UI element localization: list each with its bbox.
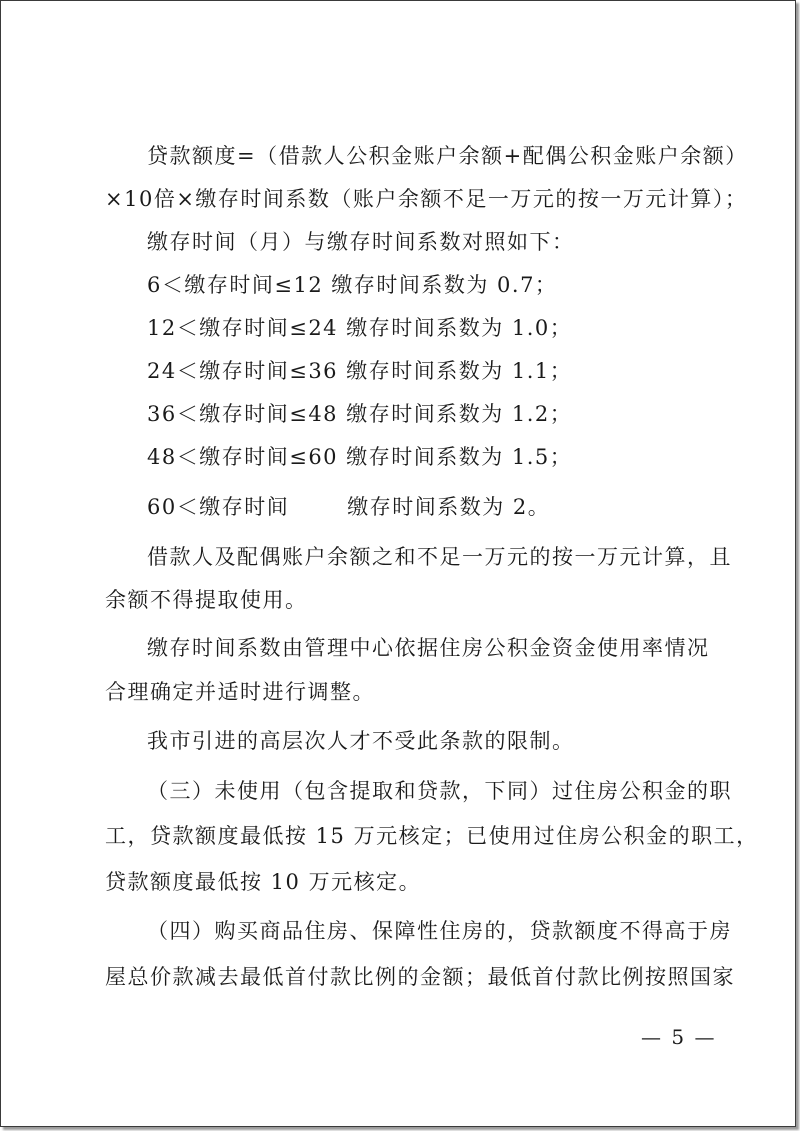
paragraph-line: ×10倍×缴存时间系数（账户余额不足一万元的按一万元计算）； bbox=[105, 187, 748, 211]
paragraph-line: 借款人及配偶账户余额之和不足一万元的按一万元计算，且 bbox=[147, 545, 732, 569]
paragraph-line: 工，贷款额度最低按 15 万元核定；已使用过住房公积金的职工， bbox=[105, 824, 759, 848]
paragraph-line: 24＜缴存时间≤36 缴存时间系数为 1.1； bbox=[147, 359, 573, 383]
paragraph-line: 48＜缴存时间≤60 缴存时间系数为 1.5； bbox=[147, 445, 573, 469]
paragraph-line bbox=[147, 492, 550, 522]
paragraph-line: 余额不得提取使用。 bbox=[105, 588, 308, 612]
paragraph-line: 缴存时间（月）与缴存时间系数对照如下： bbox=[147, 230, 575, 254]
paragraph-line: 缴存时间系数由管理中心依据住房公积金资金使用率情况 bbox=[147, 636, 710, 660]
paragraph-line-part: 缴存时间系数为 2。 bbox=[347, 495, 551, 519]
paragraph-line: （三）未使用（包含提取和贷款，下同）过住房公积金的职 bbox=[147, 779, 732, 803]
paragraph-line: 6＜缴存时间≤12 缴存时间系数为 0.7； bbox=[147, 273, 558, 297]
paragraph-line: 36＜缴存时间≤48 缴存时间系数为 1.2； bbox=[147, 402, 573, 426]
paragraph-line: 12＜缴存时间≤24 缴存时间系数为 1.0； bbox=[147, 316, 573, 340]
paragraph-line: 屋总价款减去最低首付款比例的金额；最低首付款比例按照国家 bbox=[105, 965, 735, 989]
paragraph-line: 贷款额度最低按 10 万元核定。 bbox=[105, 870, 422, 894]
paragraph-line: 合理确定并适时进行调整。 bbox=[105, 680, 375, 704]
paragraph-line-part: 60＜缴存时间 bbox=[147, 495, 290, 519]
page-number: — 5 — bbox=[641, 1025, 717, 1049]
paragraph-line: 贷款额度=（借款人公积金账户余额+配偶公积金账户余额） bbox=[147, 144, 748, 168]
paragraph-line: （四）购买商品住房、保障性住房的，贷款额度不得高于房 bbox=[147, 919, 732, 943]
paragraph-line: 我市引进的高层次人才不受此条款的限制。 bbox=[147, 729, 575, 753]
